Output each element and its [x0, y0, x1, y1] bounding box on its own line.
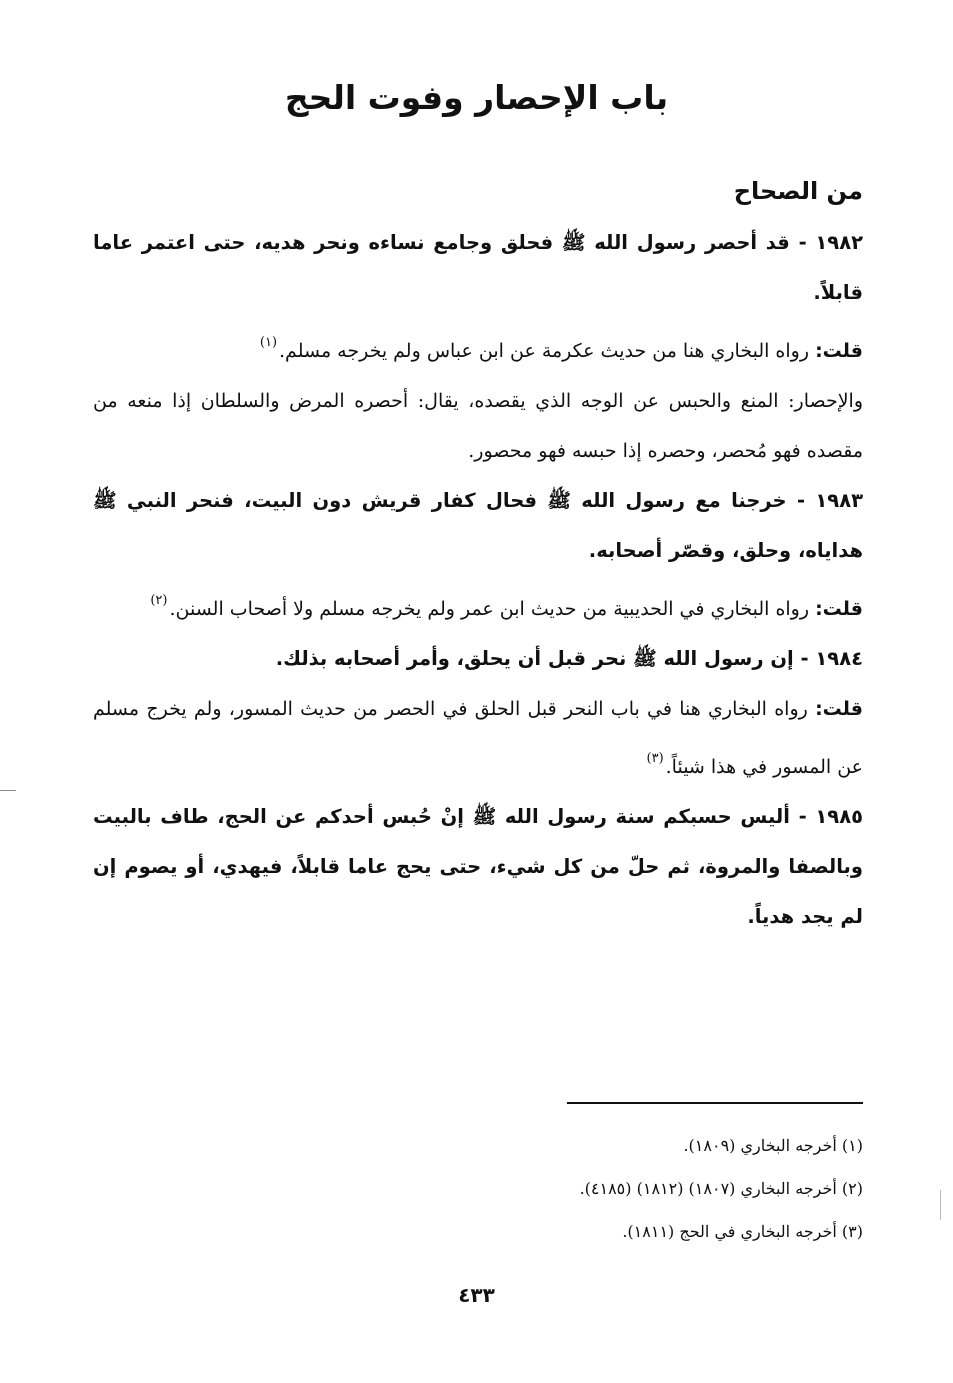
commentary-label: قلت: — [815, 598, 863, 620]
definition-ihsar — [93, 376, 863, 476]
hadith-1984 — [93, 634, 863, 684]
commentary-label: قلت: — [815, 340, 863, 362]
commentary-1984 — [93, 684, 863, 792]
commentary-label: قلت: — [815, 698, 863, 720]
definition-text: والإحصار: المنع والحبس عن الوجه الذي يقصده، يقال: أحصره المرض والسلطان إذا منعه من مقصده فهو مُحصر، وحصره إذا حبسه فهو محصور. — [93, 390, 863, 462]
scan-edge-mark — [0, 790, 16, 791]
commentary-text: رواه البخاري هنا من حديث عكرمة عن ابن عباس ولم يخرجه مسلم. — [279, 340, 810, 362]
hadith-text: أليس حسبكم سنة رسول الله ﷺ إنْ حُبس أحدكم عن الحج، طاف بالبيت وبالصفا والمروة، ثم حلّ من كل شيء، حتى يحج عاما قابلاً، فيهدي، أو يصوم إن لم يجد هدياً. — [93, 805, 863, 928]
main-text — [93, 218, 863, 942]
footnote-marker: (١) — [259, 335, 278, 350]
hadith-number: ١٩٨٣ - — [796, 489, 864, 512]
scan-edge-tick — [940, 1190, 941, 1220]
footnote-marker: (٢) — [150, 593, 168, 608]
footnote-2: (٢) أخرجه البخاري (١٨٠٧) (١٨١٢) (٤١٨٥). — [579, 1179, 863, 1198]
hadith-1982 — [93, 218, 863, 318]
hadith-1985 — [93, 792, 863, 942]
hadith-number: ١٩٨٤ - — [800, 647, 863, 670]
page-number: ٤٣٣ — [458, 1283, 495, 1307]
commentary-text: رواه البخاري هنا في باب النحر قبل الحلق في الحصر من حديث المسور، ولم يخرج مسلم عن المسور في هذا شيئاً. — [93, 698, 863, 778]
footnote-1: (١) أخرجه البخاري (١٨٠٩). — [683, 1136, 863, 1155]
hadith-text: إن رسول الله ﷺ نحر قبل أن يحلق، وأمر أصحابه بذلك. — [275, 647, 794, 670]
footnote-marker: (٣) — [646, 751, 664, 766]
hadith-text: خرجنا مع رسول الله ﷺ فحال كفار قريش دون البيت، فنحر النبي ﷺ هداياه، وحلق، وقصّر أصحابه. — [93, 489, 863, 562]
commentary-1983 — [93, 576, 863, 634]
hadith-text: قد أحصر رسول الله ﷺ فحلق وجامع نساءه ونحر هديه، حتى اعتمر عاما قابلاً. — [93, 231, 863, 304]
footnote-separator — [567, 1102, 863, 1104]
commentary-text: رواه البخاري في الحديبية من حديث ابن عمر ولم يخرجه مسلم ولا أصحاب السنن. — [169, 598, 810, 620]
footnotes — [93, 1124, 863, 1253]
section-heading: من الصحاح — [733, 177, 863, 205]
hadith-number: ١٩٨٥ - — [798, 805, 863, 828]
hadith-number: ١٩٨٢ - — [798, 231, 864, 254]
commentary-1982 — [93, 318, 863, 376]
footnote-3: (٣) أخرجه البخاري في الحج (١٨١١). — [622, 1222, 863, 1241]
hadith-1983 — [93, 476, 863, 576]
chapter-title: باب الإحصار وفوت الحج — [284, 78, 669, 117]
